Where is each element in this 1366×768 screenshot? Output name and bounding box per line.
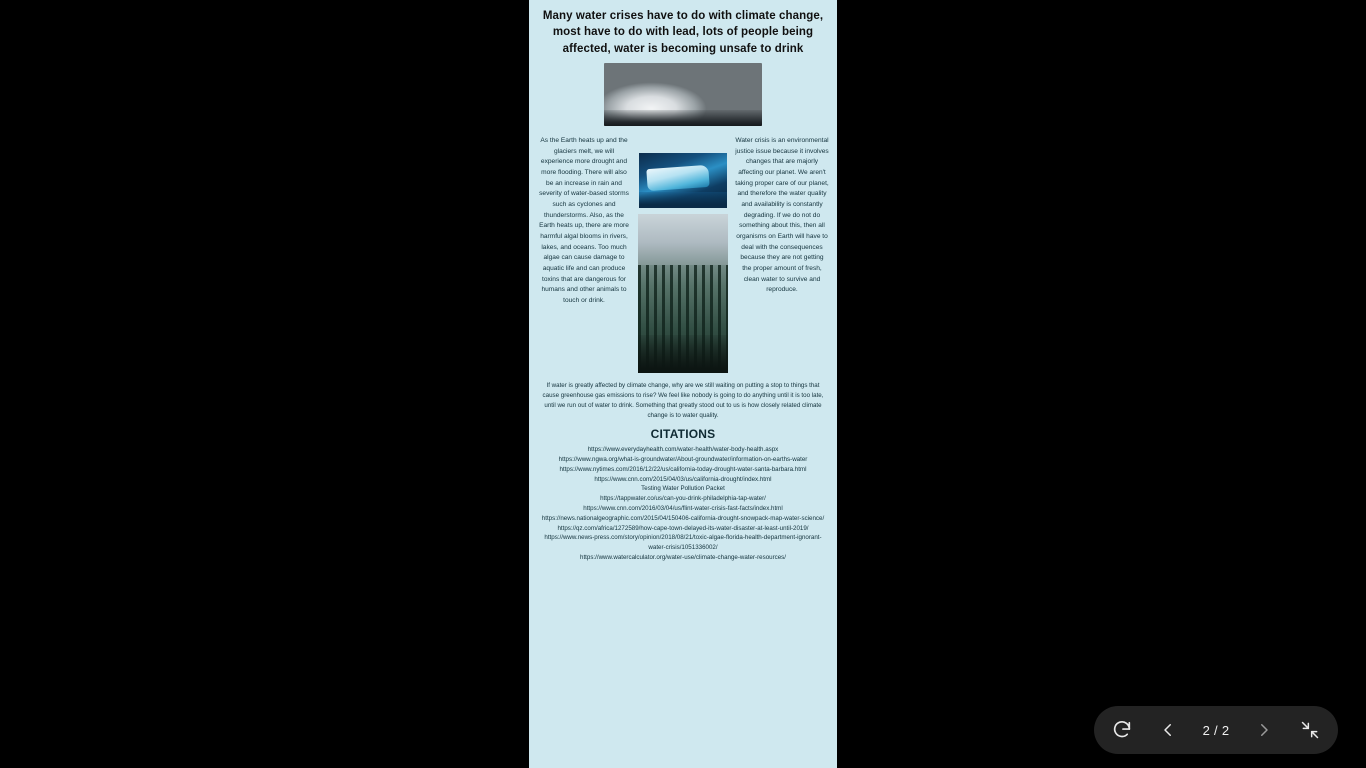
citation-item: https://www.cnn.com/2015/04/03/us/california-drought/index.html [594,475,772,483]
page-content [529,0,837,573]
three-column-layout [535,136,831,373]
page-title: Many water crises have to do with climate change, most have to do with lead, lots of people being affected, water is becoming unsafe to drink [542,10,824,55]
left-column-text: As the Earth heats up and the glaciers melt, we will experience more drought and more flooding. There will also be an increase in rain and severity of water-based storms such as cyclones and thunderstorms. Also, as the Earth heats up, there are more harmful algal blooms in rivers, lakes, and oceans. Too much algae can cause damage to aquatic life and can produce toxins that are dangerous for humans and other animals to touch or drink. [539,136,629,305]
closing-paragraph: If water is greatly affected by climate change, why are we still waiting on putting a stop to things that cause greenhouse gas emissions to rise? We feel like nobody is going to do anything until it is too late, until we run out of water to drink. Something that greatly stood out to us is how closely related climate change is to water quality. [542,381,824,420]
right-column-text: Water crisis is an environmental justice issue because it involves changes that are majorly affecting our planet. We aren't taking proper care of our planet, and therefore the water quality and availability is constantly degrading. If we do not do something about this, then all organisms on Earth will have to deal with the consequences because they are not getting the proper amount of fresh, clean water to survive and reproduce. [735,136,829,294]
page-indicator[interactable]: 2 / 2 [1202,722,1230,738]
citation-item: https://news.nationalgeographic.com/2015/04/150406-california-drought-snowpack-map-water-science/ [541,514,825,522]
citation-item: https://qz.com/africa/1272589/how-cape-town-delayed-its-water-disaster-at-least-until-2019/ [557,524,809,532]
rotate-icon[interactable] [1102,710,1142,750]
citation-item: Testing Water Pollution Packet [641,485,725,493]
viewer-toolbar [1094,706,1338,754]
citations-list [535,445,831,573]
iceberg-blue-water-photo [639,153,727,208]
citation-item: https://tappwater.co/us/can-you-drink-philadelphia-tap-water/ [600,495,766,503]
foggy-forest-photo [638,214,728,373]
next-page-button[interactable] [1244,710,1284,750]
citation-item: https://www.cnn.com/2016/03/04/us/flint-water-crisis-fast-facts/index.html [583,504,783,512]
citation-item: https://www.news-press.com/story/opinion/2018/08/21/toxic-algae-florida-health-department-ignorant-water-crisis/1051336002/ [544,534,822,552]
icebergs-photo [604,63,762,126]
citation-item: https://www.nytimes.com/2016/12/22/us/california-today-drought-water-santa-barbara.html [559,465,807,473]
citation-item: https://www.everydayhealth.com/water-health/water-body-health.aspx [587,446,779,454]
exit-fullscreen-icon[interactable] [1290,710,1330,750]
citation-item: https://www.watercalculator.org/water-use/climate-change-water-resources/ [580,553,786,561]
citation-item: https://www.ngwa.org/what-is-groundwater/About-groundwater/information-on-earths-water [558,455,808,463]
document-page[interactable] [529,0,837,768]
previous-page-button[interactable] [1148,710,1188,750]
citations-heading: CITATIONS [650,427,716,442]
center-image-column [637,136,729,373]
